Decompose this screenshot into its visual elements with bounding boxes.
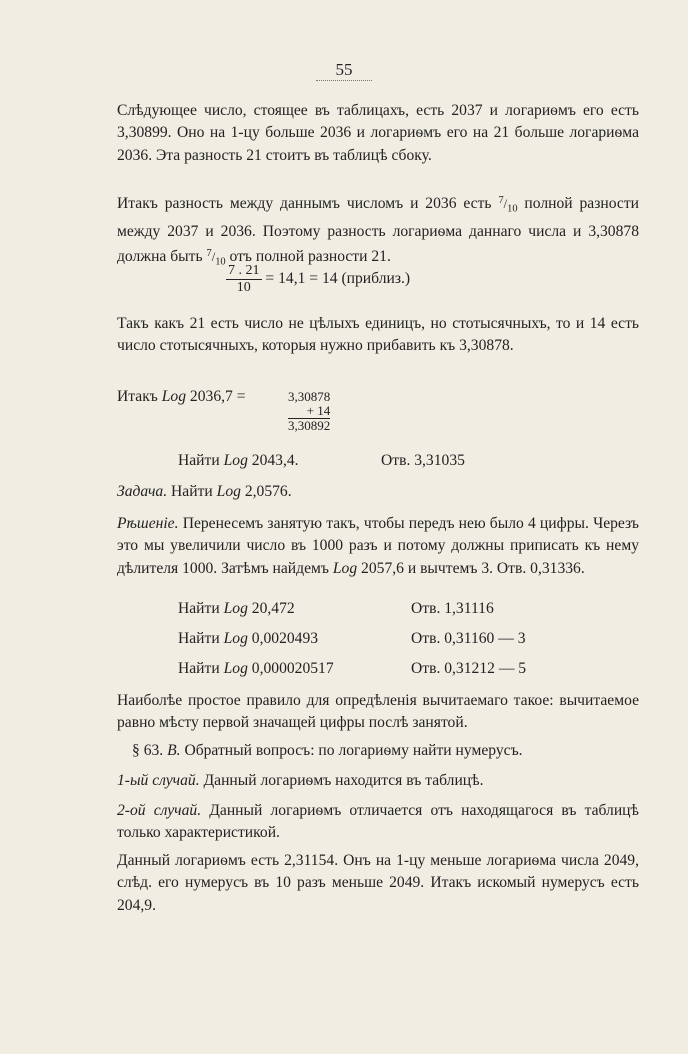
case-1-label: 1-ый случай. xyxy=(117,772,200,789)
section-63 xyxy=(132,742,523,760)
difference-text-b: полной разности между 2037 и 2036. Поэтому разность логариѳма даннаго числа и 3,30878 должна быть xyxy=(117,195,640,266)
find-row-3-arg: 0,000020517 xyxy=(251,660,334,677)
solution-log: Log xyxy=(332,559,358,577)
fraction-seven-tenths-2: $^7/_{10}$ xyxy=(206,248,226,268)
addition-value-1: 3,30878 xyxy=(288,389,331,404)
addition-value-2: + 14 xyxy=(306,403,331,418)
page-number: 55 xyxy=(335,60,353,79)
find-label: Найти xyxy=(178,452,220,469)
paragraph-difference xyxy=(117,190,639,274)
task-label: Задача. xyxy=(117,483,168,500)
find-row-3-label: Найти xyxy=(178,660,220,677)
page-number-rule xyxy=(316,80,372,81)
find-row-2-answer: Отв. 0,31160 — 3 xyxy=(411,630,526,647)
case-1 xyxy=(117,772,484,790)
paragraph-rule: Наиболѣе простое правило для опредѣленія вычитаемаго такое: вычитаемое равно мѣсту первой значащей цифры послѣ занятой. xyxy=(117,692,639,732)
find-2043-answer: Отв. 3,31035 xyxy=(381,452,465,469)
case-1-text: Данный логариѳмъ находится въ таблицѣ. xyxy=(203,772,484,789)
paragraph-solution xyxy=(117,513,639,580)
task-line xyxy=(117,483,292,501)
case-2-text: Данный логариѳмъ отличается отъ находящагося въ таблицѣ только характеристикой. xyxy=(117,802,639,842)
formula-denominator: 10 xyxy=(236,280,251,295)
paragraph-hundred-thousandths: Такъ какъ 21 есть число не цѣлыхъ единицъ, но стотысячныхъ, то и 14 есть число стотысячныхъ, которыя нужно прибавить къ 3,30878. xyxy=(117,315,639,355)
find-row-1-arg: 20,472 xyxy=(251,600,295,617)
find-row-3 xyxy=(178,660,334,678)
paragraph-final: Данный логариѳмъ есть 2,31154. Онъ на 1-цу меньше логариѳма числа 2049, слѣд. его нумерусъ въ 10 разъ меньше 2049. Итакъ искомый нумерусъ есть 204,9. xyxy=(117,852,639,914)
formula-numerator: 7 . 21 xyxy=(228,263,260,278)
find-log: Log xyxy=(223,452,248,469)
formula-fraction xyxy=(226,263,262,296)
find-row-1-log: Log xyxy=(223,600,248,617)
find-row-3-answer: Отв. 0,31212 — 5 xyxy=(411,660,527,677)
find-row-3-log: Log xyxy=(223,660,248,677)
solution-text-2: 2057,6 и вычтемъ 3. Отв. 0,31336. xyxy=(361,559,585,577)
fraction-seven-tenths-1: $^7/_{10}$ xyxy=(498,195,518,215)
find-row-2-log: Log xyxy=(223,630,248,647)
find-row-2 xyxy=(178,630,318,648)
paragraph-case-2 xyxy=(117,800,639,845)
find-row-2-label: Найти xyxy=(178,630,220,647)
fraction-2-numerator: 7 xyxy=(206,248,212,260)
fraction-1-denominator: 10 xyxy=(507,203,518,215)
paragraph-next-number: Слѣдующее число, стоящее въ таблицахъ, есть 2037 и логариѳмъ его есть 3,30899. Оно на 1-цу больше 2036 и логариѳмъ его на 21 больше логариѳма 2036. Эта разность 21 стоитъ въ таблицѣ сбоку. xyxy=(117,102,639,164)
addition-sum: 3,30892 xyxy=(288,418,331,433)
itak-arg: 2036,7 = xyxy=(189,388,246,405)
section-letter: B. xyxy=(167,742,181,759)
task-text: Найти xyxy=(171,483,213,500)
difference-text-a: Итакъ разность между даннымъ числомъ и 2036 есть xyxy=(117,195,492,213)
task-arg: 2,0576. xyxy=(244,483,292,500)
itak-line xyxy=(117,388,246,406)
itak-log: Log xyxy=(161,388,187,405)
difference-text-c: отъ полной разности 21. xyxy=(229,248,391,266)
section-number: § 63. xyxy=(132,742,164,759)
solution-text-1: Перенесемъ занятую такъ, чтобы передъ нею было 4 цифры. Черезъ это мы увеличили число въ 1000 разъ и потому должны приписать къ нему дѣлителя 1000. Затѣмъ найдемъ xyxy=(117,515,639,577)
find-row-1 xyxy=(178,600,295,618)
find-2043 xyxy=(178,452,299,470)
fraction-2-denominator: 10 xyxy=(215,256,226,268)
formula-result: = 14,1 = 14 (приблиз.) xyxy=(265,270,411,288)
itak-prefix: Итакъ xyxy=(117,388,158,405)
find-row-1-label: Найти xyxy=(178,600,220,617)
task-log: Log xyxy=(216,483,241,500)
addition-column xyxy=(288,390,330,433)
find-row-1-answer: Отв. 1,31116 xyxy=(411,600,494,617)
section-title: Обратный вопросъ: по логариѳму найти нумерусъ. xyxy=(184,742,523,759)
fraction-1-numerator: 7 xyxy=(498,195,504,206)
formula-line xyxy=(226,263,410,296)
solution-label: Рѣшеніе. xyxy=(117,515,179,532)
case-2-label: 2-ой случай. xyxy=(117,802,202,819)
find-arg: 2043,4. xyxy=(251,452,299,469)
find-row-2-arg: 0,0020493 xyxy=(251,630,319,647)
